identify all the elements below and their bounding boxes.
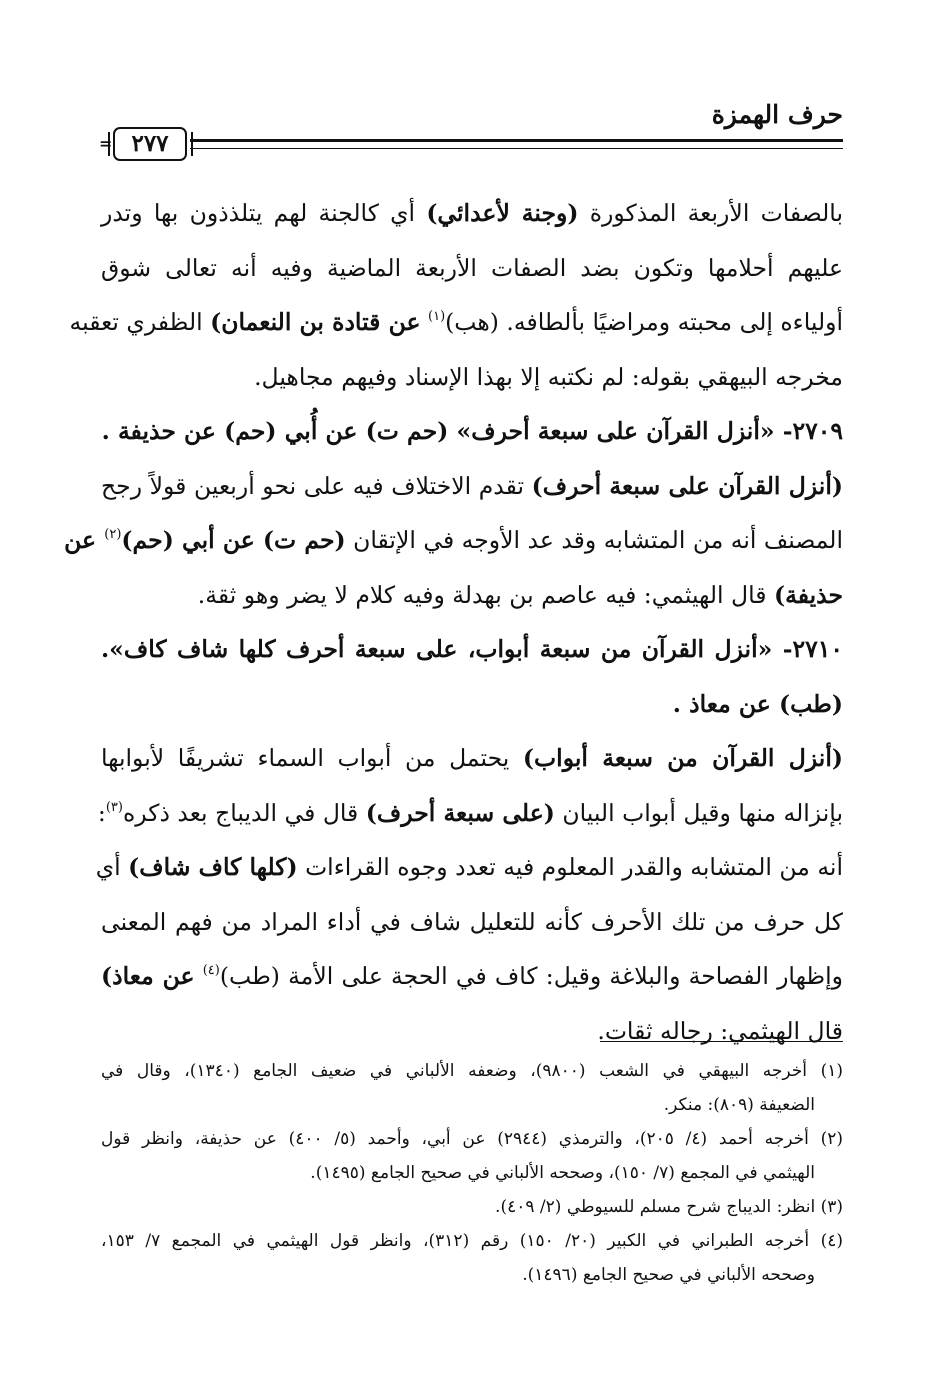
text-run: يحتمل من أبواب السماء تشريفًا لأبوابها (101, 744, 523, 772)
bold-run: عن معاذ) (101, 962, 195, 990)
footnote-3: (٣) انظر: الديباج شرح مسلم للسيوطي (٢/ ٤٠٩). (495, 1197, 843, 1217)
text-run: أي كالجنة لهم يتلذذون بها وتدر (101, 199, 427, 227)
text-run: قال الهيثمي: رجاله ثقات. (597, 1016, 843, 1045)
hadith-2709-line (101, 404, 843, 459)
text-line (101, 459, 843, 514)
footnote-2: (٢) أخرجه أحمد (٤/ ٢٠٥)، والترمذي (٢٩٤٤) عن أبي، وأحمد (٥/ ٤٠٠) عن حذيفة، وانظر قول (101, 1129, 843, 1149)
text-line (101, 568, 843, 623)
text-run: تقدم الاختلاف فيه على نحو أربعين قولاً رجح (101, 471, 532, 500)
text-run: بإنزاله منها وقيل أبواب البيان (554, 798, 843, 827)
text-line (101, 895, 843, 950)
footnote-1: (١) أخرجه البيهقي في الشعب (٩٨٠٠)، وضعفه الألباني في ضعيف الجامع (١٣٤٠)، وقال في (101, 1061, 844, 1081)
text-run: أولياءه إلى محبته ومراضيًا بألطافه. (هب) (445, 308, 843, 336)
text-run (421, 308, 428, 336)
footnote-marker: (٢) (104, 527, 122, 542)
text-line (97, 786, 843, 841)
text-line (101, 731, 843, 786)
footnote-1-continued: الضعيفة (٨٠٩): منكر. (663, 1095, 815, 1115)
page-number-mark: = (99, 134, 113, 153)
bold-run: حذيفة) (773, 580, 843, 609)
page-number: ٢٧٧ (113, 127, 187, 161)
text-run: المصنف أنه من المتشابه وقد عد الأوجه في الإتقان (345, 526, 843, 554)
text-run: قال الهيثمي: فيه عاصم بن بهدلة وفيه كلام لا يضر وهو ثقة. (197, 580, 774, 609)
bold-run: ٢٧١٠- «أنزل القرآن من سبعة أبواب، على سبعة أحرف كلها شاف كاف». (101, 635, 843, 663)
bold-run: (على سبعة أحرف) (365, 798, 555, 827)
footnote-marker: (٣) (105, 799, 123, 815)
text-run: الظفري تعقبه (69, 308, 211, 336)
footnote-4-continued: وصححه الألباني في صحيح الجامع (١٤٩٦). (522, 1265, 815, 1285)
running-header-title: حرف الهمزة (711, 100, 843, 129)
footnote-marker: (٤) (202, 963, 220, 978)
bold-run: ٢٧٠٩- «أنزل القرآن على سبعة أحرف» (حم ت) عن أُبي (حم) عن حذيفة . (101, 417, 843, 445)
footnote-2-continued: الهيثمي في المجمع (٧/ ١٥٠)، وصححه الألباني في صحيح الجامع (١٤٩٥). (310, 1163, 815, 1183)
hadith-2710-source (101, 677, 843, 732)
text-line (101, 186, 843, 241)
bold-run: عن (64, 526, 105, 554)
bold-run: (حم ت) عن أبي (حم) (121, 526, 346, 554)
text-run: قال في الديباج بعد ذكره (122, 798, 366, 827)
text-run: أنه من المتشابه والقدر المعلوم فيه تعدد وجوه القراءات (297, 853, 843, 881)
bold-run: عن قتادة بن النعمان) (210, 308, 421, 336)
text-run: بالصفات الأربعة المذكورة (578, 199, 843, 227)
main-text (64, 186, 843, 1058)
text-line (69, 295, 843, 350)
text-run: كل حرف من تلك الأحرف كأنه للتعليل شاف في أداء المراد من فهم المعنى (101, 907, 843, 936)
text-line (101, 1004, 843, 1059)
hadith-2710-line (101, 622, 843, 677)
footnote-marker: (١) (428, 309, 446, 324)
text-run: أي (95, 853, 129, 881)
bold-run: (وجنة لأعدائي) (426, 199, 579, 227)
text-line (101, 241, 843, 296)
text-run: وإظهار الفصاحة والبلاغة وقيل: كاف في الحجة على الأمة (طب) (219, 962, 843, 990)
footnote-4: (٤) أخرجه الطبراني في الكبير (٢٠/ ١٥٠) رقم (٣١٢)، وانظر قول الهيثمي في المجمع ٧/ ١٥٣، (101, 1231, 843, 1251)
text-line (64, 513, 843, 568)
footnote-separator (600, 1041, 843, 1042)
header-rule (190, 139, 843, 149)
bold-run: (أنزل القرآن على سبعة أحرف) (531, 471, 843, 500)
text-line (95, 840, 843, 895)
text-line (101, 350, 843, 405)
text-run (195, 962, 203, 990)
text-run: : (97, 798, 106, 827)
footnotes (101, 1054, 843, 1292)
text-line (101, 949, 843, 1004)
text-run: مخرجه البيهقي بقوله: لم نكتبه إلا بهذا الإسناد وفيهم مجاهيل. (254, 362, 843, 391)
bold-run: (طب) عن معاذ . (672, 689, 843, 718)
bold-run: (أنزل القرآن من سبعة أبواب) (522, 744, 843, 772)
text-run: عليهم أحلامها وتكون بضد الصفات الأربعة الماضية وفيه أنه تعالى شوق (101, 253, 843, 282)
bold-run: (كلها كاف شاف) (128, 853, 298, 881)
